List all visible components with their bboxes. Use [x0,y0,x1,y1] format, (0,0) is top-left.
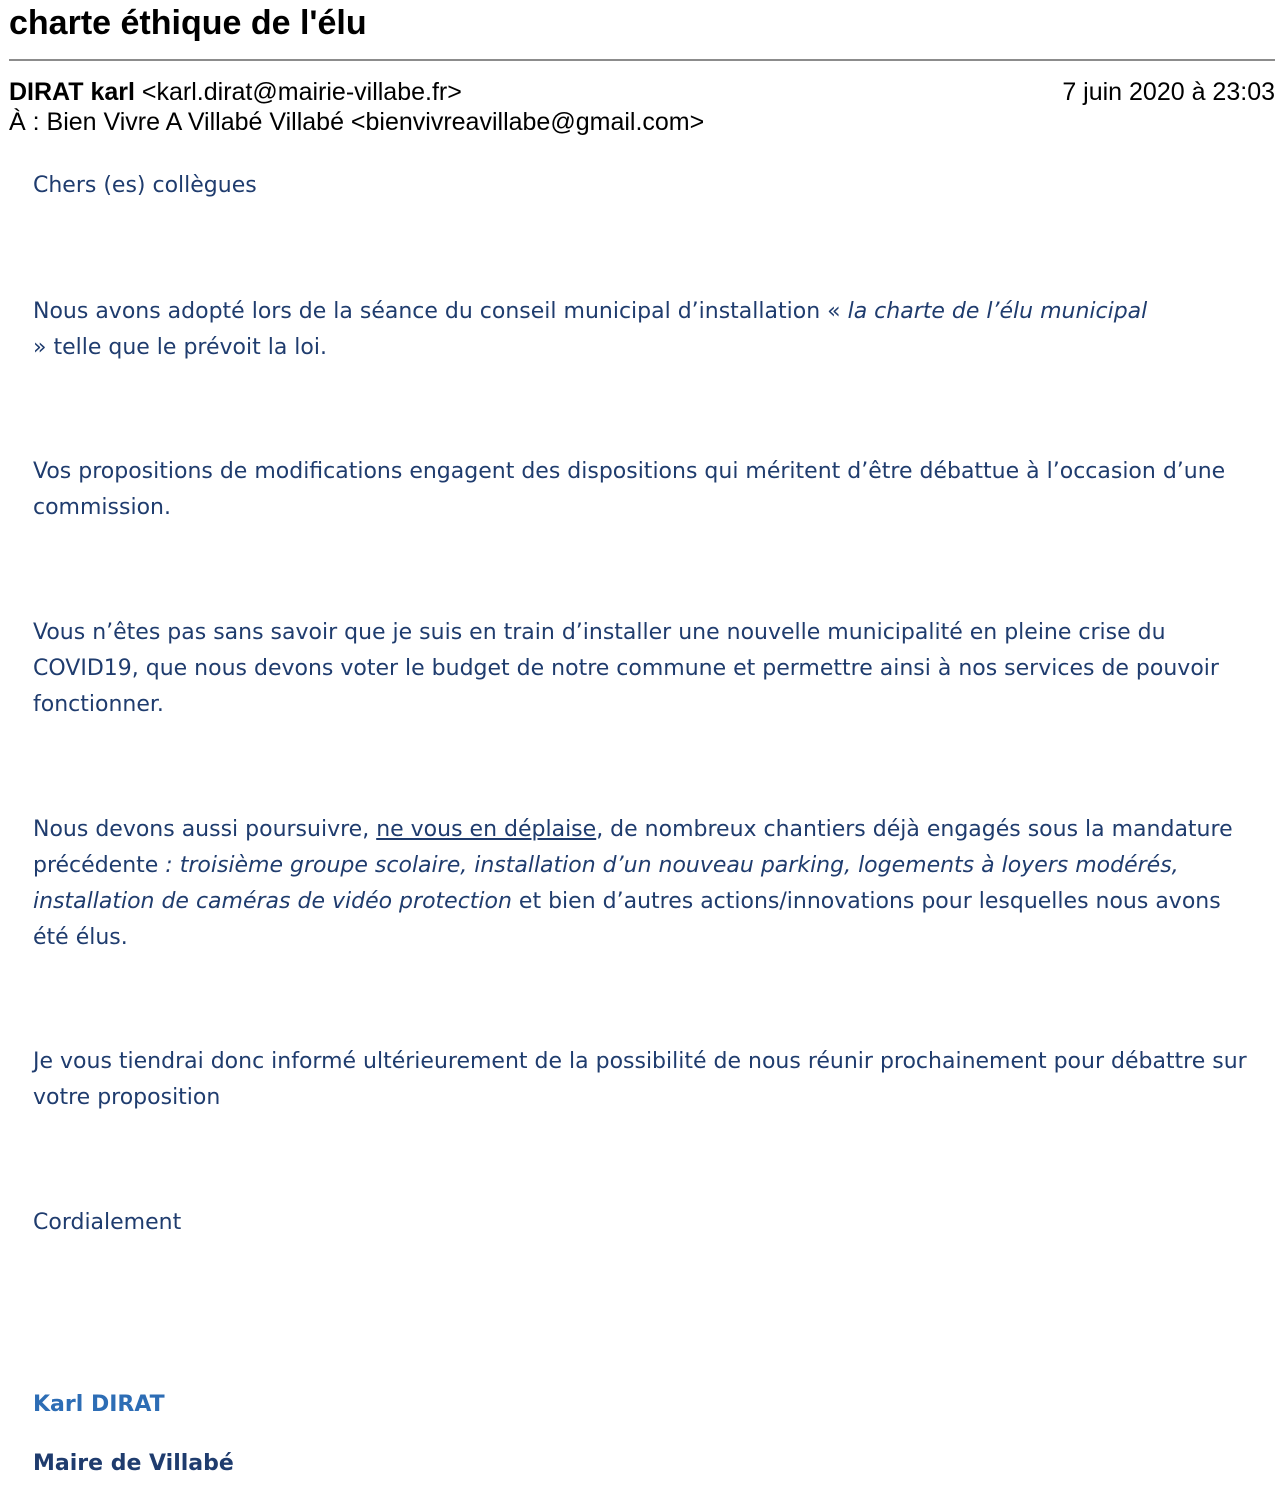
paragraph-charte [33,294,1258,366]
sender-name: DIRAT karl [9,78,135,106]
to-recipient[interactable]: Bien Vivre A Villabé Villabé <bienvivreavillabe@gmail.com> [46,108,705,136]
paragraph-chantiers-part-c: et bien d’autres actions/innovations pour lesquelles nous avons été élus. [33,889,1221,950]
paragraph-charte-part-a: Nous avons adopté lors de la séance du conseil municipal d’installation « [33,299,848,324]
underlined-phrase: ne vous en déplaise [376,817,597,842]
closing: Cordialement [33,1210,182,1235]
paragraph-covid: Vous n’êtes pas sans savoir que je suis en train d’installer une nouvelle municipalité en pleine crise du COVID19, que nous devons voter le budget de notre commune et permettre ainsi à nos services de pouvoir fonctionner. [33,620,1219,717]
paragraph-charte-part-b: » telle que le prévoit la loi. [33,335,327,360]
paragraph-propositions: Vos propositions de modifications engagent des dispositions qui méritent d’être débattue à l’occasion d’une commission. [33,459,1226,520]
paragraph-chantiers [33,812,1258,956]
email-date: 7 juin 2020 à 23:03 [1062,78,1275,106]
projects-list-italic: : troisième groupe scolaire, installation d’un nouveau parking, logements à loyers modérés, installation de caméras de vidéo protection [33,853,1179,914]
signature-name: Karl DIRAT [33,1392,165,1417]
sender-email[interactable]: <karl.dirat@mairie-villabe.fr> [141,78,462,106]
email-subject: charte éthique de l'élu [9,4,367,42]
paragraph-chantiers-part-b: , de nombreux chantiers déjà engagés sous la mandature précédente [33,817,1233,878]
signature-title: Maire de Villabé [33,1451,234,1476]
to-label: À : [9,108,40,136]
charte-title-italic: la charte de l’élu municipal [847,299,1148,324]
greeting: Chers (es) collègues [33,173,257,198]
paragraph-chantiers-part-a: Nous devons aussi poursuivre, [33,817,377,842]
from-line [9,78,462,107]
to-line [9,108,704,137]
header-divider [9,59,1275,61]
paragraph-reunion: Je vous tiendrai donc informé ultérieurement de la possibilité de nous réunir prochainement pour débattre sur votre proposition [33,1049,1247,1110]
